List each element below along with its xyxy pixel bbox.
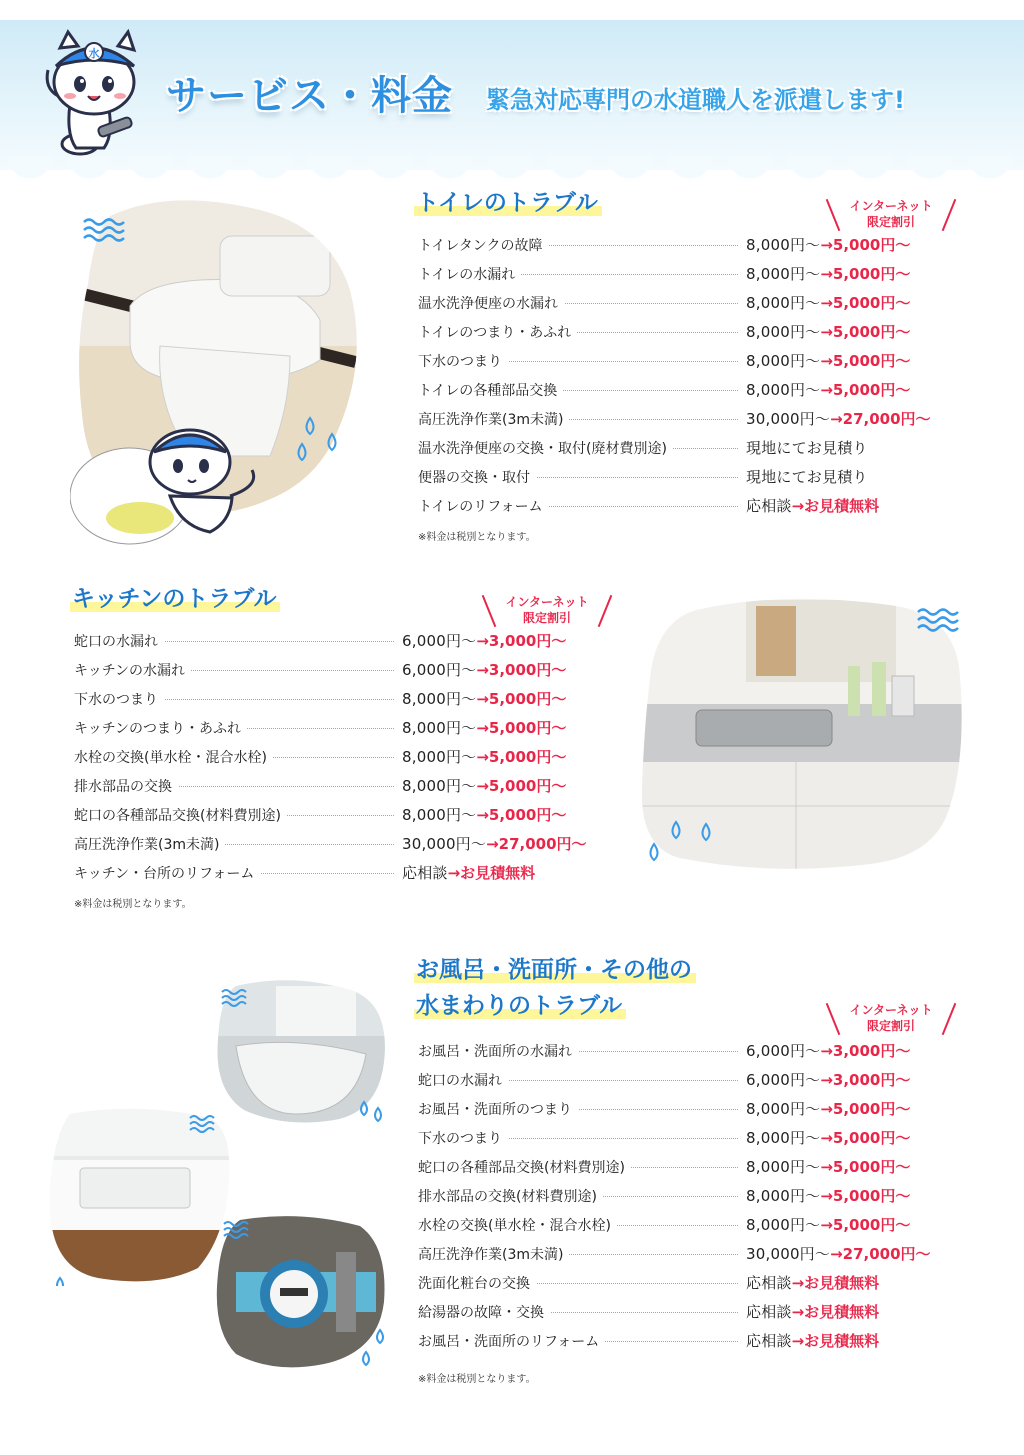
price <box>746 1069 910 1090</box>
service-name: キッチン・台所のリフォーム <box>74 863 260 883</box>
price-row <box>74 858 536 887</box>
regular-price: 6,000円〜 <box>746 1042 821 1060</box>
price <box>746 495 879 516</box>
service-name: トイレタンクの故障 <box>418 235 548 255</box>
price-row <box>418 1181 911 1210</box>
price-row <box>418 1036 911 1065</box>
regular-price: 8,000円〜 <box>402 777 477 795</box>
discount-price: →お見積無料 <box>447 864 536 882</box>
service-name: 排水部品の交換 <box>74 776 178 796</box>
tax-note: ※料金は税別となります。 <box>418 1374 536 1385</box>
price <box>746 1098 910 1119</box>
service-name: 高圧洗浄作業(3m未満) <box>74 834 225 854</box>
regular-price: 応相談 <box>746 1274 792 1292</box>
toilet-price-list <box>418 230 931 520</box>
price <box>746 466 868 487</box>
regular-price: 30,000円〜 <box>402 835 487 853</box>
water-drops-icon <box>57 1278 63 1286</box>
price-row <box>418 1297 880 1326</box>
discount-price: →お見積無料 <box>791 1274 880 1292</box>
service-name: 給湯器の故障・交換 <box>418 1302 550 1322</box>
mascot-cat-icon <box>40 26 152 162</box>
kitchen-photo <box>636 596 966 874</box>
discount-price: →5,000円〜 <box>820 294 911 312</box>
service-name: 蛇口の水漏れ <box>418 1070 508 1090</box>
discount-price: →5,000円〜 <box>476 777 567 795</box>
service-name: お風呂・洗面所のつまり <box>418 1099 578 1119</box>
service-name: 高圧洗浄作業(3m未満) <box>418 409 569 429</box>
service-name: 高圧洗浄作業(3m未満) <box>418 1244 569 1264</box>
regular-price: 8,000円〜 <box>402 806 477 824</box>
washbasin-photo <box>50 1106 230 1286</box>
regular-price: 30,000円〜 <box>746 410 831 428</box>
price-row <box>418 1239 931 1268</box>
regular-price: 現地にてお見積り <box>746 439 868 457</box>
page-title: サービス・料金 <box>166 73 453 119</box>
price <box>746 350 910 371</box>
price-row <box>418 1210 911 1239</box>
discount-price: →お見積無料 <box>791 1303 880 1321</box>
price-row <box>74 713 567 742</box>
price-row <box>418 375 911 404</box>
regular-price: 応相談 <box>402 864 448 882</box>
discount-price: →5,000円〜 <box>820 236 911 254</box>
price-row <box>418 433 868 462</box>
price <box>402 659 566 680</box>
price <box>402 630 566 651</box>
regular-price: 6,000円〜 <box>402 661 477 679</box>
discount-price: →5,000円〜 <box>820 1216 911 1234</box>
section-title-toilet: トイレのトラブル <box>414 184 602 222</box>
service-name: トイレのつまり・あふれ <box>418 322 577 342</box>
tax-note: ※料金は税別となります。 <box>418 532 536 543</box>
service-name: トイレの水漏れ <box>418 264 521 284</box>
regular-price: 8,000円〜 <box>402 719 477 737</box>
price-row <box>418 259 911 288</box>
price <box>746 292 910 313</box>
regular-price: 8,000円〜 <box>746 1100 821 1118</box>
regular-price: 8,000円〜 <box>746 1129 821 1147</box>
discount-price: →27,000円〜 <box>830 410 931 428</box>
price <box>746 1272 879 1293</box>
price <box>746 408 931 429</box>
price <box>402 833 587 854</box>
price-row <box>418 1094 911 1123</box>
discount-price: →3,000円〜 <box>820 1042 911 1060</box>
price-row <box>418 230 911 259</box>
discount-price: →お見積無料 <box>791 1332 880 1350</box>
service-name: 水栓の交換(単水栓・混合水栓) <box>74 747 273 767</box>
regular-price: 8,000円〜 <box>746 381 821 399</box>
regular-price: 8,000円〜 <box>746 352 821 370</box>
regular-price: 8,000円〜 <box>746 1158 821 1176</box>
discount-price: →5,000円〜 <box>820 1187 911 1205</box>
price <box>402 775 566 796</box>
discount-price: →5,000円〜 <box>476 690 567 708</box>
service-name: 水栓の交換(単水栓・混合水栓) <box>418 1215 617 1235</box>
internet-discount-badge: インターネット 限定割引 <box>482 592 612 632</box>
price <box>402 746 566 767</box>
price <box>402 862 535 883</box>
service-name: キッチンのつまり・あふれ <box>74 718 247 738</box>
regular-price: 8,000円〜 <box>746 1216 821 1234</box>
price <box>746 1243 931 1264</box>
price-row <box>418 1123 911 1152</box>
service-name: お風呂・洗面所のリフォーム <box>418 1331 605 1351</box>
price-row <box>74 626 567 655</box>
service-name: トイレの各種部品交換 <box>418 380 563 400</box>
service-name: 洗面化粧台の交換 <box>418 1273 536 1293</box>
discount-price: →5,000円〜 <box>820 1100 911 1118</box>
price-row <box>418 317 911 346</box>
price-row <box>74 655 567 684</box>
price <box>402 804 566 825</box>
price <box>402 688 566 709</box>
internet-discount-badge: インターネット 限定割引 <box>826 1000 956 1040</box>
regular-price: 8,000円〜 <box>746 236 821 254</box>
page-subtitle: 緊急対応専門の水道職人を派遣します! <box>486 86 905 114</box>
discount-price: →3,000円〜 <box>476 661 567 679</box>
price-row <box>418 1152 911 1181</box>
price <box>746 234 910 255</box>
price <box>746 1214 910 1235</box>
price-row <box>418 491 880 520</box>
price <box>746 1301 879 1322</box>
discount-price: →3,000円〜 <box>820 1071 911 1089</box>
bath-price-list <box>418 1036 931 1355</box>
price <box>746 1040 910 1061</box>
service-name: お風呂・洗面所の水漏れ <box>418 1041 578 1061</box>
discount-price: →5,000円〜 <box>820 1158 911 1176</box>
discount-price: →5,000円〜 <box>820 1129 911 1147</box>
service-name: 蛇口の水漏れ <box>74 631 164 651</box>
mascot-badge-text: 水 <box>88 47 100 60</box>
kitchen-price-list <box>74 626 587 887</box>
regular-price: 30,000円〜 <box>746 1245 831 1263</box>
price <box>746 1156 910 1177</box>
service-name: 排水部品の交換(材料費別途) <box>418 1186 603 1206</box>
section-title-bath: お風呂・洗面所・その他の 水まわりのトラブル <box>414 952 696 1024</box>
price <box>746 1127 910 1148</box>
price-row <box>418 1326 880 1355</box>
price-row <box>418 288 911 317</box>
regular-price: 応相談 <box>746 1332 792 1350</box>
service-name: 便器の交換・取付 <box>418 467 536 487</box>
discount-price: →27,000円〜 <box>486 835 587 853</box>
discount-price: →5,000円〜 <box>820 323 911 341</box>
service-name: 下水のつまり <box>418 1128 508 1148</box>
discount-price: →5,000円〜 <box>820 381 911 399</box>
price-row <box>74 800 567 829</box>
regular-price: 応相談 <box>746 1303 792 1321</box>
price <box>402 717 566 738</box>
internet-discount-badge: インターネット 限定割引 <box>826 196 956 236</box>
service-name: 温水洗浄便座の水漏れ <box>418 293 564 313</box>
regular-price: 8,000円〜 <box>746 265 821 283</box>
price-row <box>418 462 868 491</box>
discount-price: →3,000円〜 <box>476 632 567 650</box>
price-row <box>74 829 587 858</box>
price <box>746 379 910 400</box>
price-row <box>74 771 567 800</box>
price-row <box>418 404 931 433</box>
service-name: 蛇口の各種部品交換(材料費別途) <box>418 1157 631 1177</box>
discount-price: →27,000円〜 <box>830 1245 931 1263</box>
price <box>746 263 910 284</box>
regular-price: 6,000円〜 <box>402 632 477 650</box>
regular-price: 8,000円〜 <box>746 323 821 341</box>
regular-price: 応相談 <box>746 497 792 515</box>
discount-price: →お見積無料 <box>791 497 880 515</box>
bathtub-photo <box>216 976 386 1126</box>
toilet-photo <box>70 196 360 552</box>
regular-price: 8,000円〜 <box>402 748 477 766</box>
regular-price: 6,000円〜 <box>746 1071 821 1089</box>
regular-price: 8,000円〜 <box>746 1187 821 1205</box>
regular-price: 現地にてお見積り <box>746 468 868 486</box>
service-name: 下水のつまり <box>74 689 164 709</box>
discount-price: →5,000円〜 <box>476 806 567 824</box>
regular-price: 8,000円〜 <box>402 690 477 708</box>
section-title-kitchen: キッチンのトラブル <box>70 580 280 618</box>
discount-price: →5,000円〜 <box>820 265 911 283</box>
discount-price: →5,000円〜 <box>476 719 567 737</box>
service-name: トイレのリフォーム <box>418 496 549 516</box>
price-row <box>74 684 567 713</box>
service-name: 蛇口の各種部品交換(材料費別途) <box>74 805 287 825</box>
price-row <box>418 1065 911 1094</box>
price <box>746 1185 910 1206</box>
price-row <box>418 1268 880 1297</box>
price <box>746 1330 879 1351</box>
discount-price: →5,000円〜 <box>476 748 567 766</box>
water-meter-photo <box>216 1212 388 1372</box>
discount-price: →5,000円〜 <box>820 352 911 370</box>
service-name: キッチンの水漏れ <box>74 660 191 680</box>
service-name: 温水洗浄便座の交換・取付(廃材費別途) <box>418 438 673 458</box>
price-row <box>418 346 911 375</box>
price-row <box>74 742 567 771</box>
service-name: 下水のつまり <box>418 351 508 371</box>
price <box>746 437 868 458</box>
price <box>746 321 910 342</box>
regular-price: 8,000円〜 <box>746 294 821 312</box>
tax-note: ※料金は税別となります。 <box>74 899 192 910</box>
